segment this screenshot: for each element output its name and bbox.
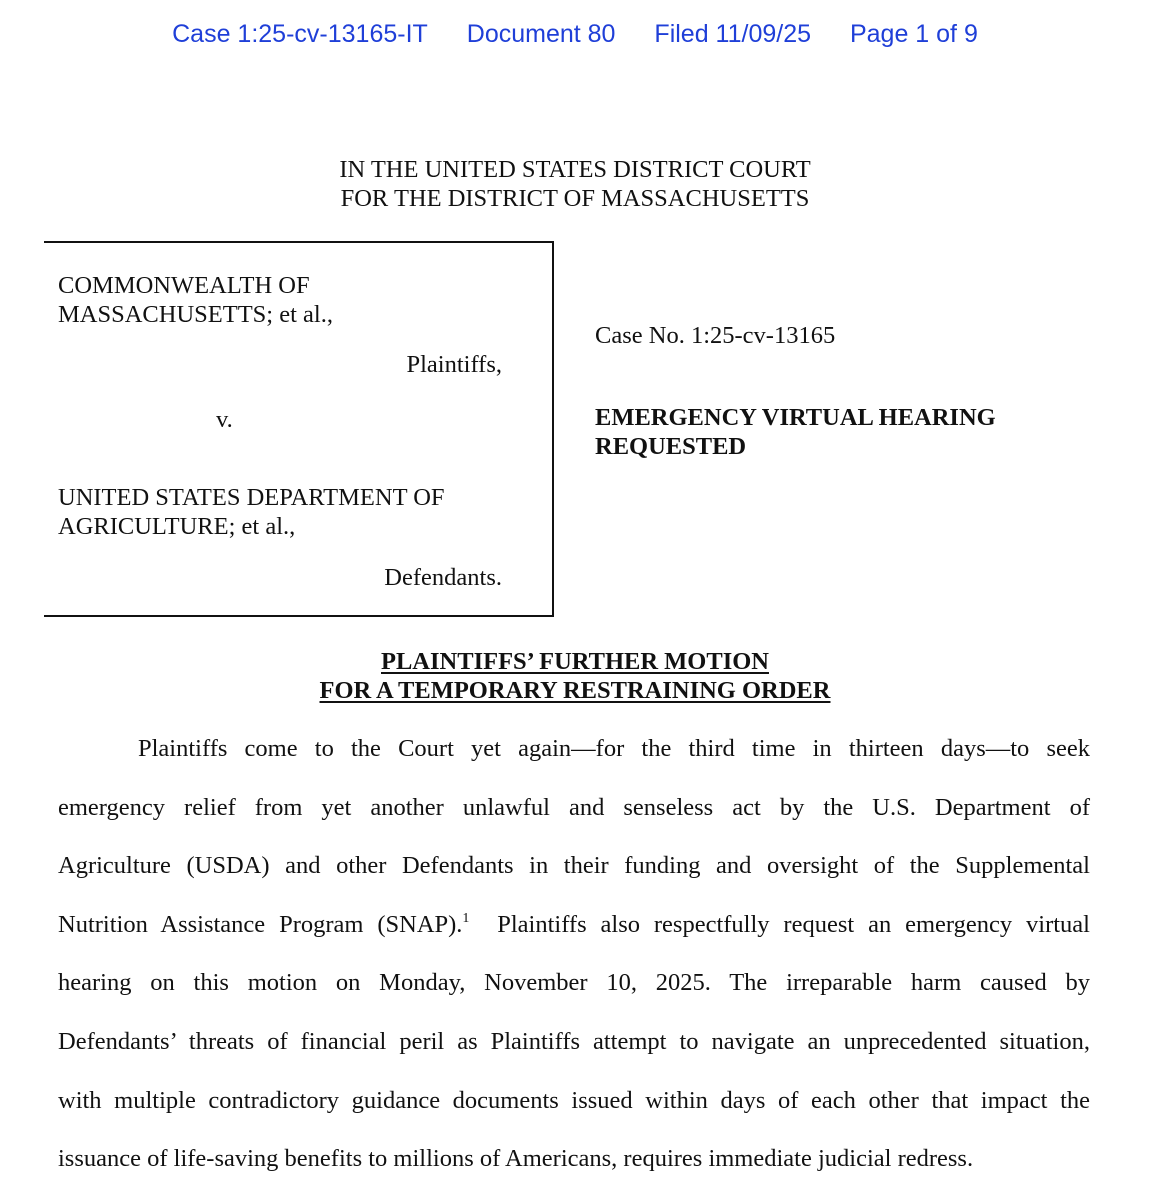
body-line: Agriculture (USDA) and other Defendants in their funding and oversight of the Supplemental xyxy=(58,852,1090,880)
versus-label: v. xyxy=(216,406,233,433)
court-heading-line1: IN THE UNITED STATES DISTRICT COURT xyxy=(339,156,811,183)
motion-title-line2: FOR A TEMPORARY RESTRAINING ORDER xyxy=(319,677,831,704)
ecf-filing-header xyxy=(0,20,1150,49)
motion-title-line1: PLAINTIFFS’ FURTHER MOTION xyxy=(381,648,769,675)
emergency-line2: REQUESTED xyxy=(595,433,747,460)
case-number-header: Case 1:25-cv-13165-IT xyxy=(172,20,428,48)
body-line-part: Plaintiffs also respectfully request an emergency virtual xyxy=(469,910,1090,938)
defendants-name xyxy=(58,483,445,541)
defendants-name-line1: UNITED STATES DEPARTMENT OF xyxy=(58,484,445,511)
body-line: with multiple contradictory guidance documents issued within days of each other that impact the xyxy=(58,1086,1090,1114)
body-line: emergency relief from yet another unlawful and senseless act by the U.S. Department of xyxy=(58,793,1090,821)
body-line-part: Nutrition Assistance Program (SNAP). xyxy=(58,910,463,938)
court-heading-line2: FOR THE DISTRICT OF MASSACHUSETTS xyxy=(340,185,810,212)
case-caption-box xyxy=(44,241,554,617)
body-line: issuance of life-saving benefits to millions of Americans, requires immediate judicial redress. xyxy=(58,1145,974,1173)
court-heading xyxy=(0,155,1150,213)
plaintiffs-label: Plaintiffs, xyxy=(406,351,502,378)
emergency-hearing-notice xyxy=(595,403,996,461)
page-count-header: Page 1 of 9 xyxy=(849,20,978,48)
body-line: hearing on this motion on Monday, November 10, 2025. The irreparable harm caused by xyxy=(58,969,1090,997)
emergency-line1: EMERGENCY VIRTUAL HEARING xyxy=(595,404,996,431)
plaintiffs-name xyxy=(58,271,333,329)
plaintiffs-name-line1: COMMONWEALTH OF xyxy=(58,272,310,299)
body-line: Defendants’ threats of financial peril as Plaintiffs attempt to navigate an unprecedented situation, xyxy=(58,1027,1090,1055)
body-line: Plaintiffs come to the Court yet again—for the third time in thirteen days—to seek xyxy=(138,735,1090,762)
plaintiffs-name-line2: MASSACHUSETTS; et al., xyxy=(58,301,333,328)
body-line xyxy=(58,896,1090,955)
document-number-header: Document 80 xyxy=(466,20,616,48)
defendants-label: Defendants. xyxy=(384,564,502,591)
motion-title xyxy=(0,647,1150,705)
defendants-name-line2: AGRICULTURE; et al., xyxy=(58,513,296,540)
case-number: Case No. 1:25-cv-13165 xyxy=(595,322,836,349)
footnote-reference[interactable]: 1 xyxy=(462,910,470,926)
filed-date-header: Filed 11/09/25 xyxy=(654,20,812,48)
motion-body-paragraph xyxy=(58,720,1090,1189)
